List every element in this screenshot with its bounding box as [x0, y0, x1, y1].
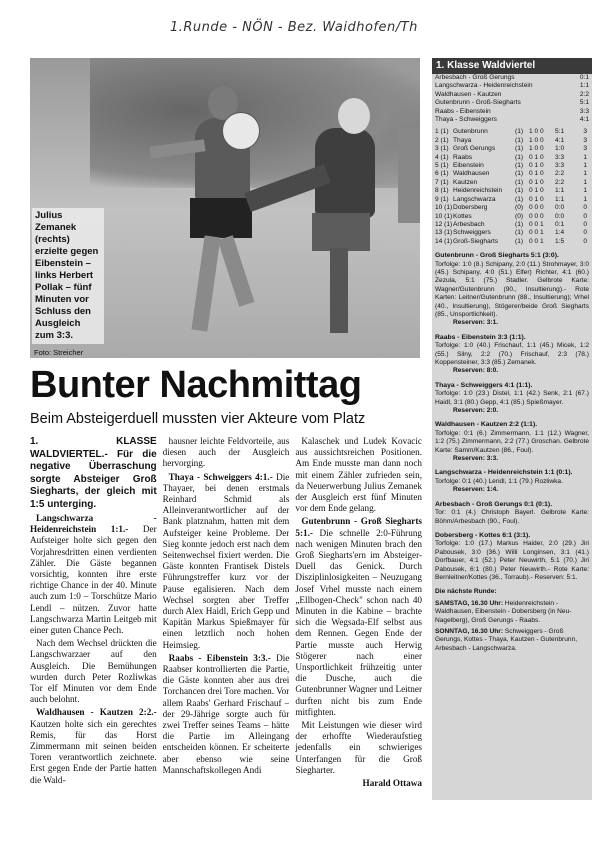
table-goals: 5:1 [555, 128, 565, 136]
paragraph-text: Die Raabser kontrollierten die Partie, die Gäste konnten aber aus drei Torchancen drei Tore machen. Vor allem Raabs' Gerhard Frischauf – der 29-Jährige sorgte auch für zwei Treffer seines Teams – hätte die Partie im Alleingang entscheiden können. Er scheiterte aber ebenso wie seine Mannschaftskollegen Andi [162, 652, 290, 775]
player-right-shorts [312, 213, 370, 251]
league-table [432, 128, 592, 246]
table-row [432, 238, 592, 246]
table-goals: 4:1 [555, 136, 565, 144]
table-rank: 10 (1) [435, 212, 453, 220]
paragraph-heading: Gutenbrunn - Groß Siegharts 5:1.- [295, 516, 423, 538]
table-record: 0 0 0 [529, 204, 544, 212]
results-list [432, 74, 592, 124]
table-rank: 10 (1) [435, 204, 453, 212]
report-reserves: Reserven: 3:1. [453, 319, 499, 327]
article-paragraph [163, 653, 290, 776]
table-team: Eibenstein [453, 162, 484, 170]
report-text: Torfolge: 1:0 (40.) Frischauf, 1:1 (45.) Micek, 1:2 (55.) Silny, 2:2 (70.) Frischauf, 2:3 (78.) Koppensteiner, 3:3 (85.) Zemanek. [435, 342, 589, 366]
report-text: Torfolge: 1:0 (8.) Schipany, 2:0 (11.) Strohmayer, 3:0 (45.) Schipany, 4:0 (51.) Elfer) Richter, 4:1 (60.) Zezula, 5:1 (75.) Stadler. Gelbrote Karte: Wagner/Gutenbrunn (90., Insultierung).- Rote Karten: Leitner/Gutenbrunn (88., Insultierung); Vrhel (40., Insultierung), Stögerer/beide Groß Siegharts (85., Unsportlichkeit). [435, 260, 589, 318]
table-played: (1) [515, 195, 524, 203]
photo-credit: Foto: Streicher [34, 348, 84, 357]
next-round-item [435, 600, 589, 625]
article-lead: 1. KLASSE WALDVIERTEL.- Für die negative Überraschung sorgte Absteiger Groß Siegharts, der gleich mit 1:5 unterging. [30, 436, 157, 510]
result-match: Waldhausen - Kautzen [435, 90, 502, 98]
match-photo [30, 58, 420, 358]
table-played: (1) [515, 153, 524, 161]
report-reserves: Reserven: 3:3. [453, 455, 499, 463]
result-row [432, 82, 592, 90]
match-report [432, 252, 592, 328]
report-heading: Thaya - Schweiggers 4:1 (1:1). [435, 381, 533, 389]
table-record: 0 1 0 [529, 170, 544, 178]
table-goals: 2:2 [555, 170, 565, 178]
paragraph-text: Kalaschek und Ludek Kovacic aus aussichtsreichen Positionen. Am Ende musste man dann noch mit einem Zähler zufrieden sein, da Neuerwerbung Julius Zemanek der Ausgleich erst fünf Minuten vor dem Ende gelang. [295, 436, 423, 514]
next-round-fixtures: Heidenreichstein - Waldhausen, Eibenstein - Dobersberg (in Neu-Nagelberg), Groß Gerungs - Raabs. [435, 599, 572, 624]
table-team: Groß-Siegharts [453, 237, 499, 245]
table-row [432, 179, 592, 187]
article-body [30, 436, 422, 800]
table-row [432, 204, 592, 212]
table-points: 1 [583, 162, 587, 170]
report-text: Torfolge: 0:1 (40.) Lendl, 1:1 (79.) Rozliwka. [435, 477, 563, 485]
result-row [432, 116, 592, 124]
photo-caption [30, 58, 104, 358]
report-heading: Raabs - Eibenstein 3:3 (1:1). [435, 333, 526, 341]
table-played: (1) [515, 229, 524, 237]
table-points: 1 [583, 187, 587, 195]
table-team: Waldhausen [453, 170, 490, 178]
player-right-head [338, 98, 370, 134]
article-paragraph [163, 472, 290, 651]
table-row [432, 162, 592, 170]
table-rank: 1 (1) [435, 128, 449, 136]
article-paragraph [295, 516, 422, 718]
table-points: 3 [583, 128, 587, 136]
result-score: 3:3 [579, 107, 589, 115]
match-report [432, 421, 592, 463]
table-team: Kottes [453, 212, 472, 220]
article-paragraph [30, 707, 157, 785]
table-rank: 7 (1) [435, 178, 449, 186]
next-round-item [435, 628, 589, 653]
table-points: 1 [583, 195, 587, 203]
table-goals: 0:1 [555, 220, 565, 228]
table-rank: 3 (1) [435, 145, 449, 153]
article-column-2 [163, 436, 290, 800]
article-author: Harald Ottawa [362, 778, 423, 789]
next-round-fixtures: Schweiggers - Groß Gerungs, Kottes - Thaya, Kautzen - Gutenbrunn, Arbesbach - Langschwarza. [435, 627, 578, 652]
table-record: 0 1 0 [529, 195, 544, 203]
table-goals: 1:1 [555, 195, 565, 203]
result-match: Thaya - Schweiggers [435, 116, 497, 124]
table-points: 0 [583, 237, 587, 245]
next-round-day: SAMSTAG, 16.30 Uhr: [435, 599, 504, 607]
report-heading: Gutenbrunn - Groß Siegharts 5:1 (3:0). [435, 252, 559, 260]
match-report [432, 532, 592, 582]
article-column-1 [30, 436, 157, 800]
table-rank: 9 (1) [435, 195, 449, 203]
table-goals: 1:1 [555, 187, 565, 195]
table-row [432, 170, 592, 178]
match-report [432, 334, 592, 376]
table-played: (1) [515, 220, 524, 228]
league-title: 1. Klasse Waldviertel [432, 58, 592, 74]
article-paragraph [163, 436, 290, 470]
table-points: 0 [583, 229, 587, 237]
article-paragraph [295, 436, 422, 514]
report-text: Torfolge: 1:0 (17.) Markus Haider, 2:0 (29.) Jiri Pabousek, 3:0 (36.) Willi Longinsen, 3:1 (41.) Dorfbauer, 4:1 (52.) Peter Neuwirth, 5:1 (70.) Jiri Pabousek, 6:1 (80.) Peter Neuwirth.- Rote Karte: Bernleitner/Kottes (36., Torraub).- Reserven: 5:1. [435, 540, 589, 581]
report-text: Tor: 0:1 (4.) Christoph Bayerl. Gelbrote Karte: Böhm/Arbesbach (90., Foul). [435, 509, 589, 525]
table-goals: 2:2 [555, 178, 565, 186]
table-points: 1 [583, 153, 587, 161]
article-paragraph [30, 638, 157, 705]
paragraph-text: Der Aufsteiger holte sich gegen den Vorjahresdritten einen verdienten Zähler. Die Gäste begannen vorsichtig, konnten ihre erste richtige Chance in der 40. Minute auch zum 1:0 – Torschütze Mario Lendl – nützen. Zuvor hatte Langschwarza Martin Leitgeb mit einer guten Chance Pech. [30, 524, 157, 636]
next-round [432, 588, 592, 653]
table-goals: 1:0 [555, 145, 565, 153]
football [222, 112, 260, 150]
paragraph-heading: Raabs - Eibenstein 3:3.- [168, 652, 271, 663]
paragraph-text: hausner leichte Feldvorteile, aus diesen auch der Ausgleich hervorging. [162, 436, 290, 469]
table-record: 1 0 0 [529, 136, 544, 144]
table-team: Raabs [453, 153, 473, 161]
paragraph-text: Die Thayaer, bei denen erstmals Reinhard Schmid als Alleinverantwortlicher auf der Bank platznahm, hatten mit dem Aufsteiger keine Probleme. Der Sieg konnte jedoch erst nach dem Seitenwechsel fixiert werden. Die Gäste konnten Frantisek Distels Führungstreffer kurz vor der Pause egalisieren. Nach dem Wechsel sorgten aber Treffer durch Alex Haidl, Erich Gepp und Kapitän Markus Spießmayer für einen letztlich noch hohen Heimsieg. [162, 471, 290, 650]
report-heading: Waldhausen - Kautzen 2:2 (1:1). [435, 421, 538, 429]
table-rank: 5 (1) [435, 162, 449, 170]
result-score: 1:1 [579, 82, 589, 90]
result-match: Arbesbach - Groß Gerungs [435, 74, 515, 81]
next-round-list [435, 600, 589, 653]
table-row [432, 154, 592, 162]
result-row [432, 74, 592, 82]
table-row [432, 196, 592, 204]
table-played: (1) [515, 178, 524, 186]
table-rank: 2 (1) [435, 136, 449, 144]
table-points: 1 [583, 170, 587, 178]
table-goals: 3:3 [555, 162, 565, 170]
article-column-3 [295, 436, 422, 800]
paragraph-text: Nach dem Wechsel drückten die Langschwarzaer auf den Ausgleich. Die Bemühungen wurden durch Peter Rozliwkas Tor elf Minuten vor dem Ende auch belohnt. [30, 638, 157, 705]
table-played: (0) [515, 212, 524, 220]
table-goals: 1:5 [555, 237, 565, 245]
newspaper-clipping [30, 58, 592, 800]
table-played: (1) [515, 162, 524, 170]
table-points: 1 [583, 178, 587, 186]
report-reserves: Reserven: 1:4. [453, 486, 499, 494]
paragraph-heading: Langschwarza - Heidenreichstein 1:1.- [30, 513, 157, 535]
result-score: 5:1 [579, 99, 589, 107]
table-team: Langschwarza [453, 195, 496, 203]
paragraph-text: Die schnelle 2:0-Führung nach wenigen Minuten brach den Groß Siegharts'ern im Absteiger-Duell das Genick. Durch Disziplinlosigkeiten – Neuzugang Josef Vrhel musste nach einem „Ellbogen-Check" schon nach 40 Minuten in die Kabine – brachte sich die Wegsada-Elf selbst aus dem Rennen. Gegen Ende der Partie musste auch Herwig Stögerer nach einer Unsportlichkeit frühzeitig unter die Dusche, auch die Gutenbrunner Wagner und Leitner durften nicht bis zum Ende mitfighten. [295, 527, 423, 717]
table-record: 0 0 1 [529, 229, 544, 237]
table-points: 0 [583, 212, 587, 220]
table-goals: 1:4 [555, 229, 565, 237]
report-heading: Langschwarza - Heidenreichstein 1:1 (0:1). [435, 469, 573, 477]
table-row [432, 145, 592, 153]
caption-text: Julius Zemanek (rechts) erzielte gegen Eibenstein – links Herbert Pollak – fünf Minuten vor Schluss den Ausgleich zum 3:3. [32, 208, 104, 344]
match-report [432, 382, 592, 416]
table-record: 0 0 1 [529, 220, 544, 228]
result-row [432, 91, 592, 99]
result-match: Raabs - Eibenstein [435, 107, 491, 115]
table-rank: 13 (1) [435, 229, 453, 237]
table-team: Schweiggers [453, 229, 491, 237]
table-rank: 12 (1) [435, 220, 453, 228]
paragraph-heading: Waldhausen - Kautzen 2:2.- [36, 707, 157, 718]
article-paragraph [295, 778, 422, 789]
table-played: (1) [515, 128, 524, 136]
player-left-shorts [190, 198, 252, 238]
table-row [432, 213, 592, 221]
result-match: Langschwarza - Heidenreichstein [435, 82, 533, 90]
next-round-day: SONNTAG, 16.30 Uhr: [435, 627, 504, 635]
result-score: 4:1 [579, 116, 589, 124]
article-paragraph [30, 513, 157, 636]
table-team: Heidenreichstein [453, 187, 503, 195]
table-goals: 3:3 [555, 153, 565, 161]
report-text: Torfolge: 1:0 (23.) Distel, 1:1 (42.) Senk, 2:1 (67.) Haidl, 3:1 (80.) Gepp, 4:1 (85.) Spießmayer. [435, 390, 589, 406]
paragraph-heading: Thaya - Schweiggers 4:1.- [168, 471, 273, 482]
table-record: 1 0 0 [529, 128, 544, 136]
article-paragraph [295, 720, 422, 776]
table-row [432, 137, 592, 145]
table-record: 0 1 0 [529, 187, 544, 195]
table-played: (1) [515, 145, 524, 153]
result-row [432, 99, 592, 107]
table-goals: 0:0 [555, 212, 565, 220]
result-score: 2:2 [579, 90, 589, 98]
table-points: 3 [583, 136, 587, 144]
table-team: Kautzen [453, 178, 478, 186]
match-report [432, 469, 592, 494]
table-team: Groß Gerungs [453, 145, 496, 153]
table-team: Dobersberg [453, 204, 488, 212]
table-team: Thaya [453, 136, 472, 144]
table-team: Arbesbach [453, 220, 485, 228]
table-played: (1) [515, 136, 524, 144]
table-row [432, 229, 592, 237]
table-rank: 8 (1) [435, 187, 449, 195]
table-rank: 4 (1) [435, 153, 449, 161]
table-points: 0 [583, 220, 587, 228]
standings-sidebar [432, 58, 592, 800]
table-row [432, 128, 592, 136]
report-text: Torfolge: 0:1 (6.) Zimmermann, 1:1 (12.) Wagner, 1:2 (75.) Zimmermann, 2:2 (77.) Groschan. Gelbrote Karte: Samm/Kautzen (86., Foul). [435, 429, 589, 454]
report-reserves: Reserven: 8:0. [453, 367, 499, 375]
result-score: 0:1 [579, 74, 589, 81]
table-row [432, 221, 592, 229]
table-record: 0 1 0 [529, 153, 544, 161]
player-right-stand-leg [330, 248, 348, 333]
table-rank: 6 (1) [435, 170, 449, 178]
table-team: Gutenbrunn [453, 128, 488, 136]
result-row [432, 108, 592, 116]
paragraph-text: Kautzen holte sich ein gerechtes Remis, für das Horst Zimmermann mit seinen beiden Toren verantwortlich zeichnete. Erst gegen Ende der Partie hatten die Wald- [30, 718, 157, 785]
subheadline: Beim Absteigerduell mussten vier Akteure vom Platz [30, 411, 366, 427]
report-reserves: Reserven: 2:0. [453, 407, 499, 415]
table-record: 0 0 0 [529, 212, 544, 220]
result-match: Gutenbrunn - Groß-Siegharts [435, 99, 521, 107]
table-goals: 0:0 [555, 204, 565, 212]
handwritten-note: 1.Runde - NÖN - Bez. Waidhofen/Th [170, 20, 418, 35]
report-heading: Arbesbach - Groß Gerungs 0:1 (0:1). [435, 500, 553, 508]
table-points: 0 [583, 204, 587, 212]
paragraph-text: Mit Leistungen wie dieser wird der erhoffte Wiederaufstieg jedenfalls ein schwieriges Unterfangen für die Groß Siegharter. [295, 720, 423, 775]
table-record: 0 1 0 [529, 162, 544, 170]
table-played: (1) [515, 170, 524, 178]
report-heading: Dobersberg - Kottes 6:1 (3:1). [435, 531, 531, 539]
table-record: 1 0 0 [529, 145, 544, 153]
table-played: (1) [515, 187, 524, 195]
match-reports [432, 252, 592, 582]
match-report [432, 501, 592, 526]
table-points: 3 [583, 145, 587, 153]
background-player [398, 128, 420, 223]
table-record: 0 1 0 [529, 178, 544, 186]
table-played: (0) [515, 204, 524, 212]
table-record: 0 0 1 [529, 237, 544, 245]
headline: Bunter Nachmittag [30, 364, 362, 406]
table-played: (1) [515, 237, 524, 245]
table-rank: 14 (1) [435, 237, 453, 245]
next-round-title: Die nächste Runde: [435, 588, 497, 596]
table-row [432, 187, 592, 195]
